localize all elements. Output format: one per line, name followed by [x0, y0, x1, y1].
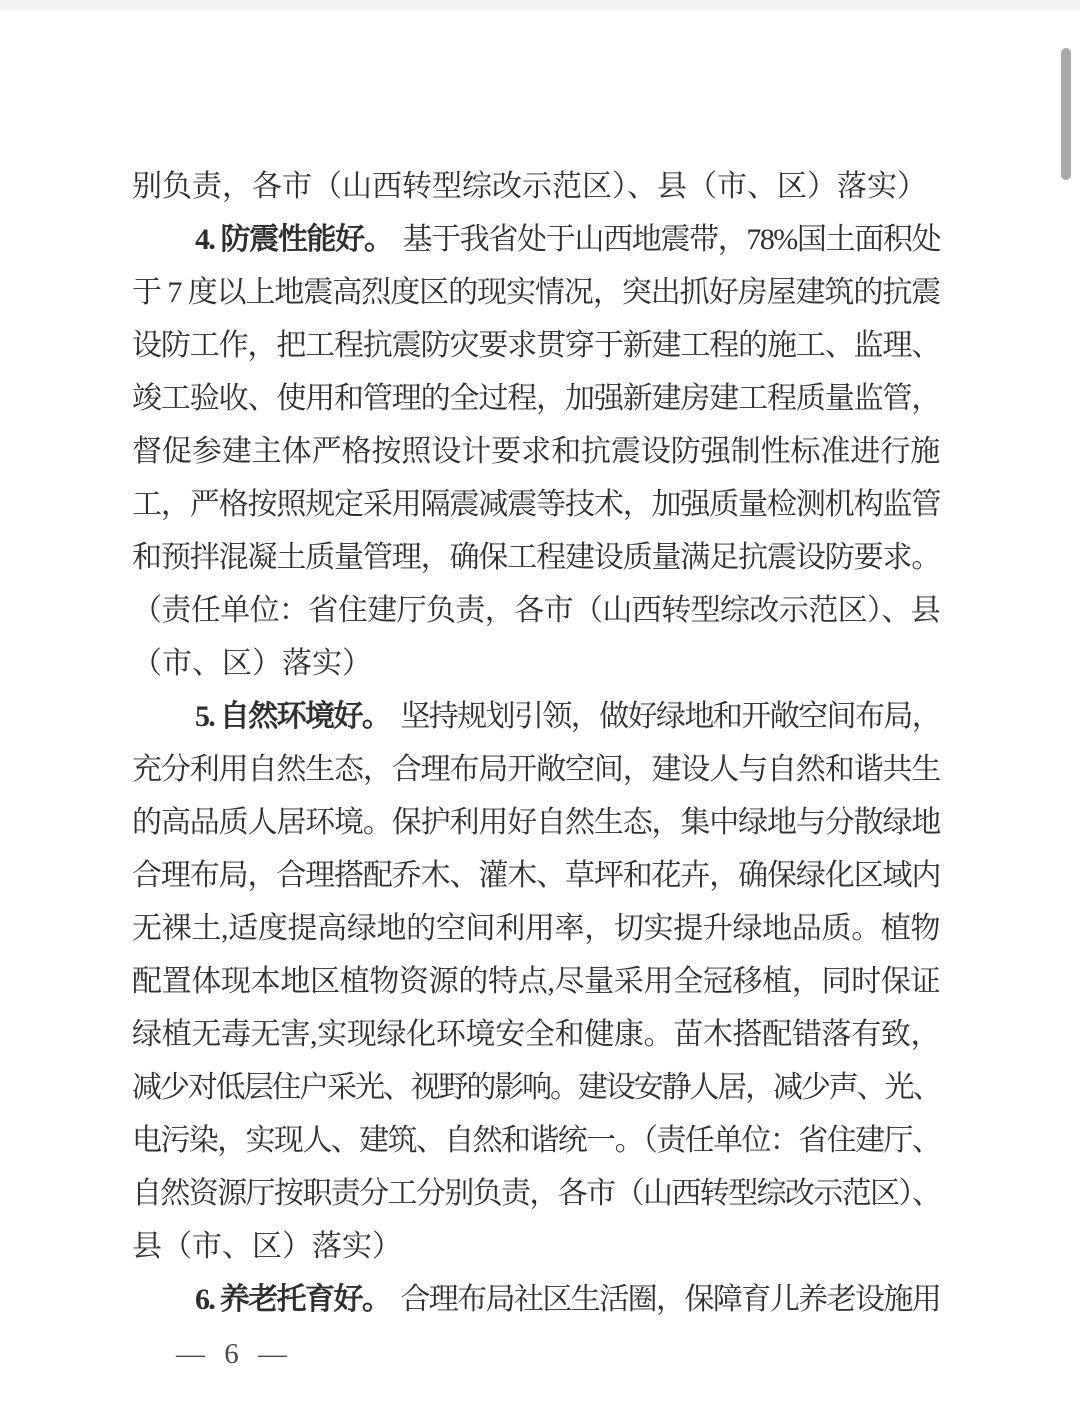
text-line: 别负责，各市（山西转型综改示范区）、县（市、区）落实） — [132, 170, 927, 203]
text-line: 自然资源厅按职责分工分别负责，各市（山西转型综改示范区）、 — [132, 1177, 940, 1210]
text-line: 和预拌混凝土质量管理，确保工程建设质量满足抗震设防要求。 — [132, 541, 940, 574]
text-line: 县（市、区）落实） — [132, 1230, 402, 1263]
scan-edge-shadow — [0, 0, 1080, 10]
text-line: 合理布局，合理搭配乔木、灌木、草坪和花卉，确保绿化区域内 — [132, 859, 940, 892]
text-line: （责任单位：省住建厅负责，各市（山西转型综改示范区）、县 — [132, 594, 940, 627]
text-line: （市、区）落实） — [132, 647, 372, 680]
text-line: 配置体现本地区植物资源的特点,尽量采用全冠移植，同时保证 — [132, 965, 940, 998]
text-line: 设防工作，把工程抗震防灾要求贯穿于新建工程的施工、监理、 — [132, 329, 940, 362]
text-line: 工，严格按照规定采用隔震减震等技术，加强质量检测机构监管 — [132, 488, 940, 521]
text-line: 电污染，实现人、建筑、自然和谐统一。（责任单位：省住建厅、 — [132, 1124, 940, 1157]
text-line: 督促参建主体严格按照设计要求和抗震设防强制性标准进行施 — [132, 435, 940, 468]
paragraph-6-heading: 6. 养老托育好。 — [195, 1283, 391, 1316]
text-line: 无裸土,适度提高绿地的空间利用率，切实提升绿地品质。植物 — [132, 912, 940, 945]
paragraph-5-first-line — [132, 690, 940, 743]
text-line: 于 7 度以上地震高烈度区的现实情况，突出抓好房屋建筑的抗震 — [132, 276, 940, 309]
paragraph-5-heading: 5. 自然环境好。 — [195, 700, 391, 733]
page-number: — 6 — — [176, 1338, 293, 1370]
scrollbar-thumb[interactable] — [1061, 48, 1071, 180]
text-run: 坚持规划引领，做好绿地和开敞空间布局， — [400, 700, 940, 733]
text-line: 绿植无毒无害,实现绿化环境安全和健康。苗木搭配错落有致， — [132, 1018, 940, 1051]
text-line: 减少对低层住户采光、视野的影响。建设安静人居，减少声、光、 — [132, 1071, 940, 1104]
paragraph-4-first-line — [132, 213, 940, 266]
text-run: 合理布局社区生活圈，保障育儿养老设施用 — [400, 1283, 940, 1316]
text-line: 的高品质人居环境。保护利用好自然生态，集中绿地与分散绿地 — [132, 806, 940, 839]
document-body — [132, 160, 940, 1326]
text-line: 充分利用自然生态，合理布局开敞空间，建设人与自然和谐共生 — [132, 753, 940, 786]
paragraph-4-heading: 4. 防震性能好。 — [195, 223, 393, 256]
paragraph-6-first-line — [132, 1273, 940, 1326]
text-run: 基于我省处于山西地震带，78%国土面积处 — [402, 223, 940, 256]
text-line: 竣工验收、使用和管理的全过程，加强新建房建工程质量监管， — [132, 382, 940, 415]
